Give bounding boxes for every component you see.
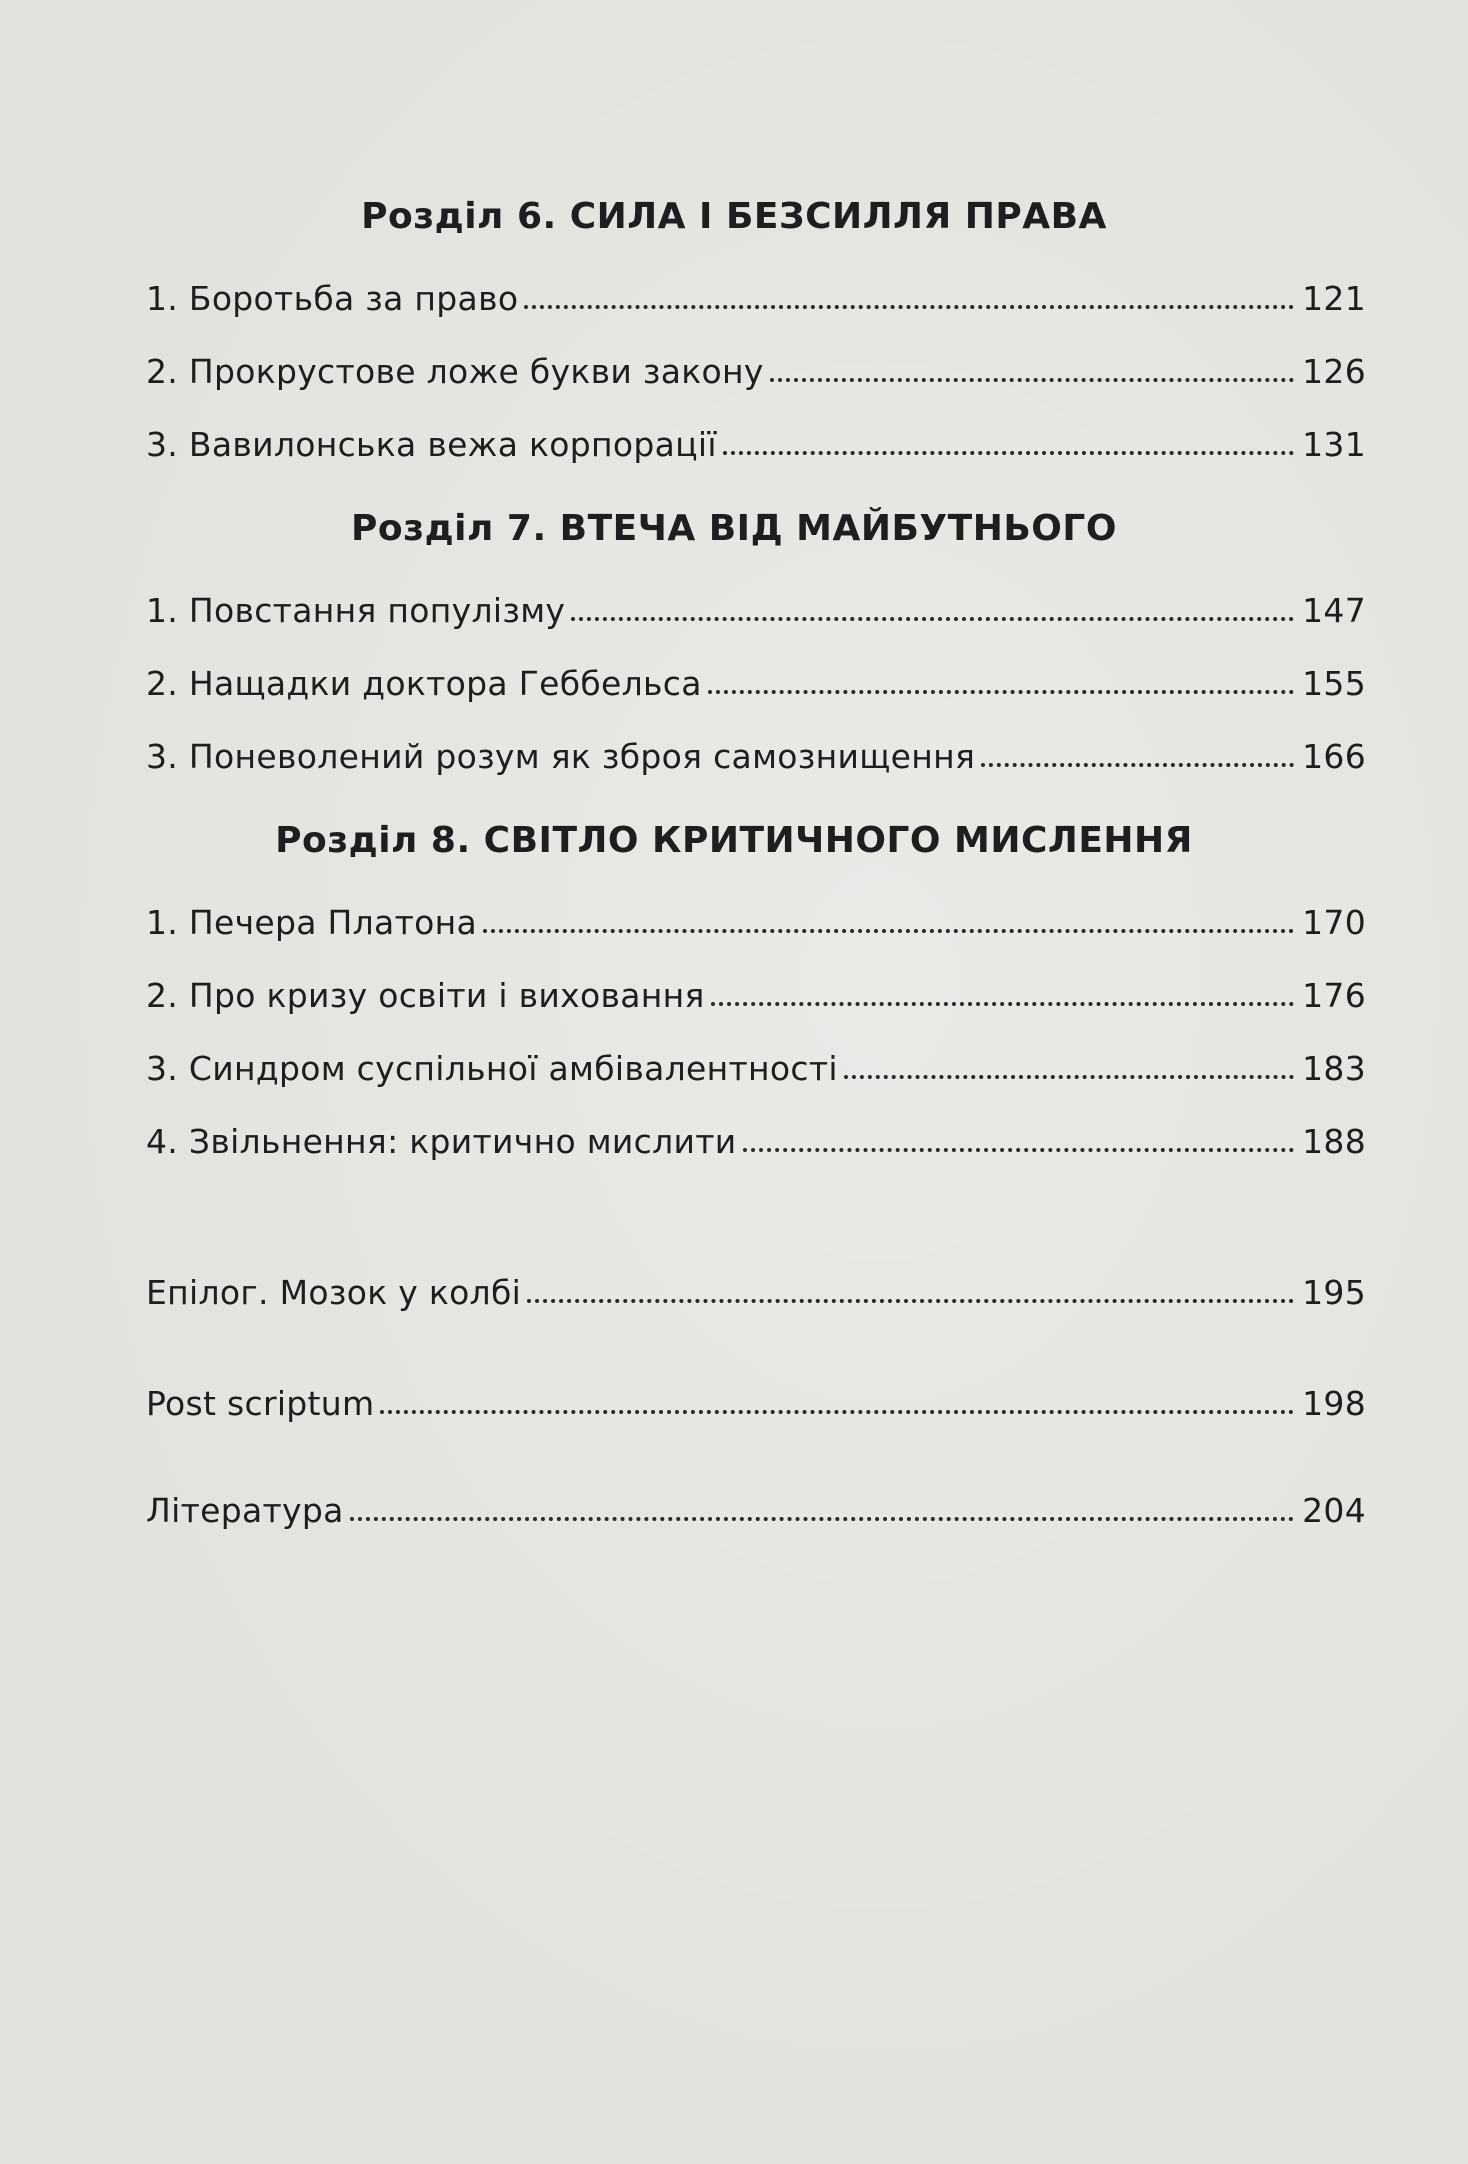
toc-entry-title: 1. Боротьба за право (146, 279, 519, 318)
toc-entry (146, 580, 1366, 630)
toc-entry-page: 198 (1302, 1384, 1366, 1423)
dot-leader (524, 305, 1294, 309)
dot-leader (350, 1517, 1295, 1521)
toc-entry-post-scriptum (146, 1373, 1366, 1423)
chapter-heading: Розділ 6. СИЛА І БЕЗСИЛЛЯ ПРАВА (361, 196, 1107, 237)
toc-entry-title: 1. Повстання популізму (146, 591, 566, 630)
toc-entry-title: 2. Прокрустове ложе букви закону (146, 352, 764, 391)
dot-leader (711, 1002, 1294, 1006)
toc-entry-title: 2. Нащадки доктора Геббельса (146, 664, 702, 703)
toc-entry-title: 1. Печера Платона (146, 903, 477, 942)
toc-entry (146, 1038, 1366, 1088)
toc-entry-title: 3. Поневолений розум як зброя самознищення (146, 737, 976, 776)
toc-entry-page: 131 (1302, 425, 1366, 464)
toc-entry-page: 170 (1302, 903, 1366, 942)
dot-leader (380, 1410, 1294, 1414)
toc-entry-page: 195 (1302, 1273, 1366, 1312)
toc-entry-title: 3. Синдром суспільної амбівалентності (146, 1049, 838, 1088)
toc-entry-page: 183 (1302, 1049, 1366, 1088)
toc-entry-page: 166 (1302, 737, 1366, 776)
toc-entry-title: 3. Вавилонська вежа корпорації (146, 425, 717, 464)
toc-entry (146, 341, 1366, 391)
toc-entry (146, 892, 1366, 942)
dot-leader (723, 451, 1294, 455)
toc-entry-title: Епілог. Мозок у колбі (146, 1273, 522, 1312)
toc-entry (146, 414, 1366, 464)
dot-leader (571, 617, 1294, 621)
dot-leader (527, 1299, 1294, 1303)
toc-entry (146, 653, 1366, 703)
toc-entry-title: 4. Звільнення: критично мислити (146, 1122, 737, 1161)
toc-entry-page: 121 (1302, 279, 1366, 318)
toc-entry-page: 155 (1302, 664, 1366, 703)
toc-entry-page: 126 (1302, 352, 1366, 391)
dot-leader (844, 1075, 1294, 1079)
toc-entry-page: 176 (1302, 976, 1366, 1015)
dot-leader (770, 378, 1294, 382)
toc-entry-epilogue (146, 1262, 1366, 1312)
toc-entry-page: 147 (1302, 591, 1366, 630)
dot-leader (981, 763, 1294, 767)
toc-entry (146, 268, 1366, 318)
toc-entry-page: 188 (1302, 1122, 1366, 1161)
toc-entry (146, 965, 1366, 1015)
dot-leader (708, 690, 1294, 694)
toc-entry-title: Post scriptum (146, 1384, 375, 1423)
toc-entry-page: 204 (1302, 1491, 1366, 1530)
chapter-heading: Розділ 7. ВТЕЧА ВІД МАЙБУТНЬОГО (351, 508, 1117, 549)
toc-entry (146, 1111, 1366, 1161)
chapter-heading: Розділ 8. СВІТЛО КРИТИЧНОГО МИСЛЕННЯ (275, 820, 1193, 861)
toc-entry (146, 726, 1366, 776)
dot-leader (743, 1148, 1295, 1152)
toc-entry-title: Література (146, 1491, 344, 1530)
dot-leader (483, 929, 1294, 933)
toc-entry-title: 2. Про кризу освіти і виховання (146, 976, 705, 1015)
toc-entry-literature (146, 1480, 1366, 1530)
